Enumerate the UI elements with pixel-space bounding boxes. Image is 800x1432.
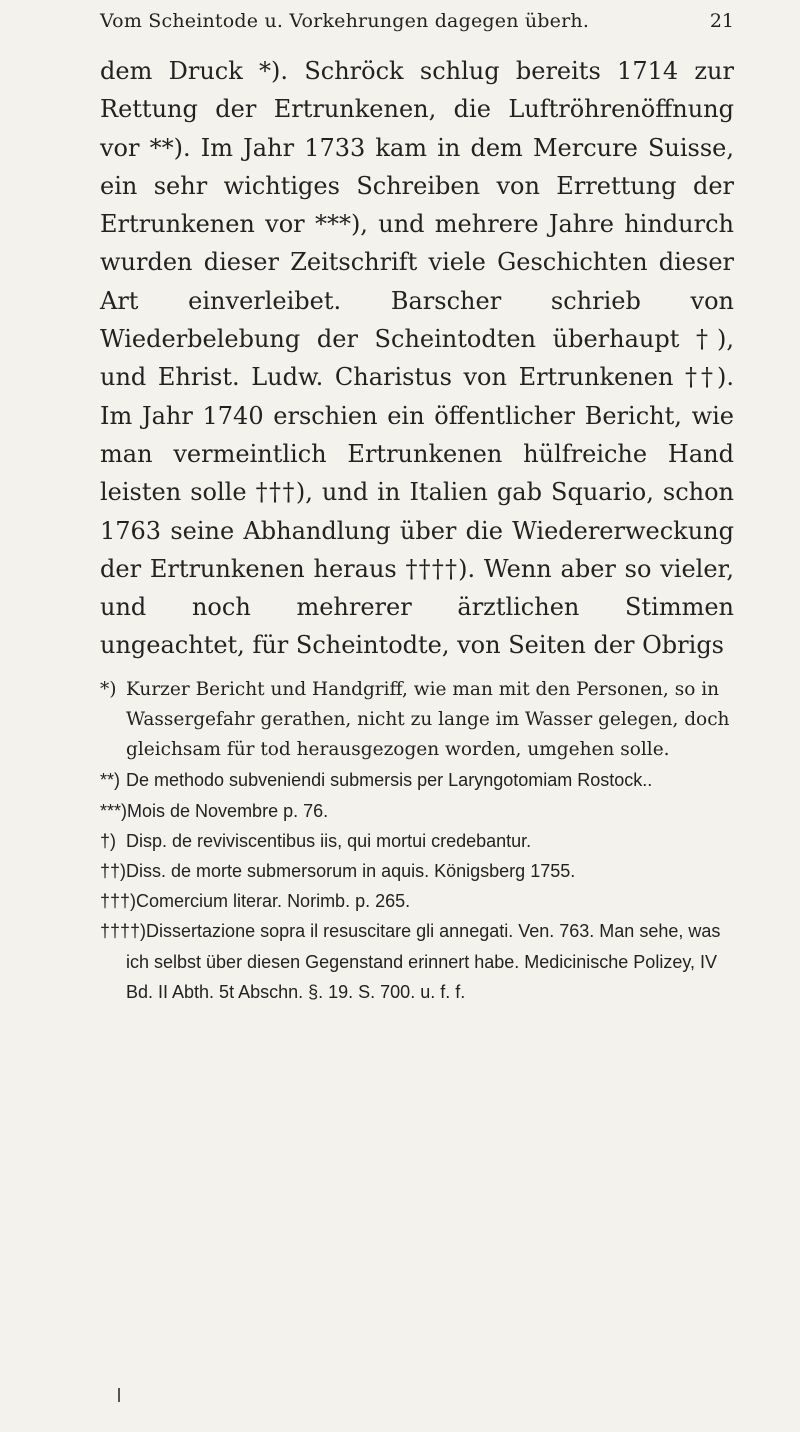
footnotes: [100, 675, 734, 1007]
margin-mark: [118, 1388, 120, 1402]
footnote-mark: *): [100, 678, 117, 700]
running-head: [100, 10, 734, 46]
footnote-text: Mois de Novembre p. 76.: [127, 800, 329, 821]
footnote-mark: †): [100, 830, 117, 851]
footnote-7: [100, 916, 734, 1007]
footnote-2: [100, 765, 734, 795]
footnote-text: De methodo subveniendi submersis per Laryngotomiam Rostock..: [126, 770, 653, 791]
footnote-text: Dissertazione sopra il resuscitare gli annegati. Ven. 763. Man sehe, was ich selbst über diesen Gegenstand erinnert habe. Medicinische Polizey, IV Bd. II Abth. 5t Abschn. §. 19. S. 700. u. f. f.: [126, 921, 721, 1002]
running-head-title: Vom Scheintode u. Vorkehrungen dagegen überh.: [100, 10, 590, 32]
footnote-5: [100, 856, 734, 886]
footnote-1: [100, 675, 734, 766]
main-text: [100, 52, 734, 665]
footnote-3: [100, 796, 734, 826]
footnote-text: Comercium literar. Norimb. p. 265.: [136, 891, 411, 912]
footnote-text: Kurzer Bericht und Handgriff, wie man mit den Personen, so in Wassergefahr gerathen, nicht zu lange im Wasser gelegen, doch gleichsam für tod herausgezogen worden, umgehen solle.: [126, 678, 730, 761]
footnote-mark: **): [100, 770, 121, 791]
footnote-4: [100, 826, 734, 856]
footnote-6: [100, 886, 734, 916]
footnote-text: Disp. de reviviscentibus iis, qui mortui credebantur.: [126, 830, 532, 851]
page-number: 21: [709, 10, 734, 32]
footnote-mark: †††): [100, 891, 137, 912]
body-paragraph: dem Druck *). Schröck schlug bereits 1714 zur Rettung der Ertrunkenen, die Luftröhrenöffnung vor **). Im Jahr 1733 kam in dem Mercure Suisse, ein sehr wichtiges Schreiben von Errettung der Ertrunkenen vor ***), und mehrere Jahre hindurch wurden dieser Zeitschrift viele Geschichten dieser Art einverleibet. Barscher schrieb von Wiederbelebung der Scheintodten überhaupt †), und Ehrist. Ludw. Charistus von Ertrunkenen ††). Im Jahr 1740 erschien ein öffentlicher Bericht, wie man vermeintlich Ertrunkenen hülfreiche Hand leisten solle †††), und in Italien gab Squario, schon 1763 seine Abhandlung über die Wiedererweckung der Ertrunkenen heraus ††††). Wenn aber so vieler, und noch mehrerer ärztlichen Stimmen ungeachtet, für Scheintodte, von Seiten der Obrigs: [100, 57, 734, 660]
footnote-mark: ††): [100, 860, 127, 881]
footnote-mark: ††††): [100, 921, 147, 942]
footnote-text: Diss. de morte submersorum in aquis. Königsberg 1755.: [126, 860, 576, 881]
footnote-mark: ***): [100, 800, 128, 821]
